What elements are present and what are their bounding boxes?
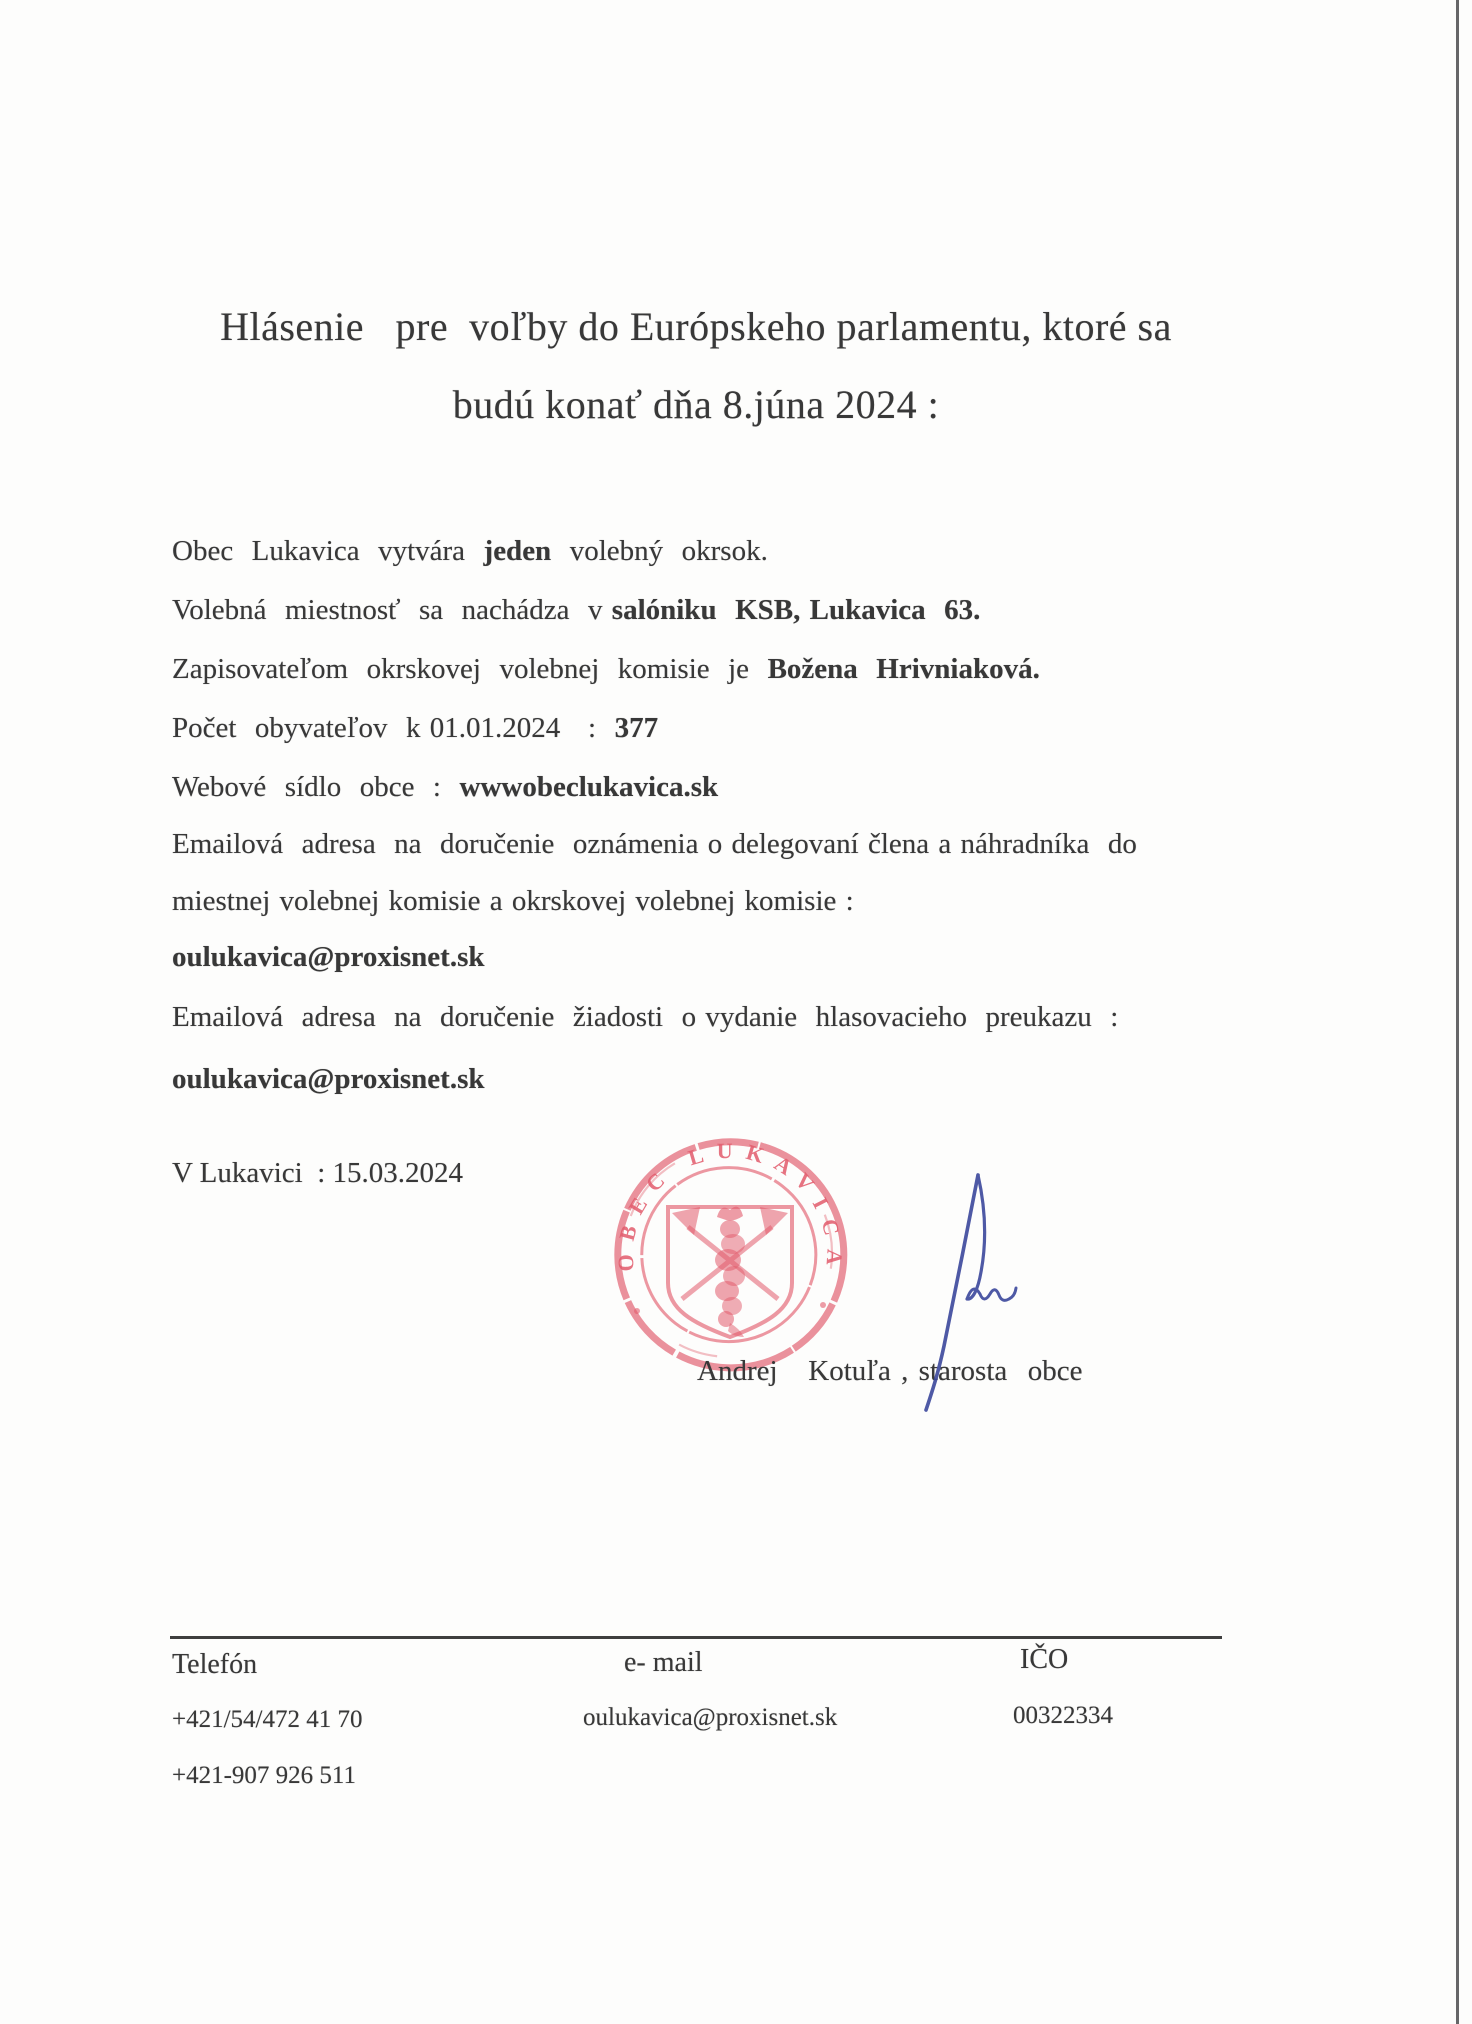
body-text: volebný okrsok.: [551, 535, 768, 567]
document-title-line2: budú konať dňa 8.júna 2024 :: [452, 382, 940, 427]
body-text-bold: oulukavica@proxisnet.sk: [172, 941, 485, 973]
body-text-bold: oulukavica@proxisnet.sk: [172, 1063, 485, 1095]
body-text: miestnej volebnej komisie a okrskovej volebnej komisie :: [172, 885, 854, 917]
body-text-bold: wwwobeclukavica.sk: [459, 771, 719, 803]
body-text: Počet obyvateľov k 01.01.2024 :: [172, 712, 615, 744]
body-text: Volebná miestnosť sa nachádza v: [172, 594, 612, 626]
stamp-graphic: [598, 1121, 862, 1385]
footer-divider: [170, 1636, 1222, 1639]
scan-edge-artifact: [1456, 0, 1459, 2024]
body-text: Emailová adresa na doručenie oznámenia o delegovaní člena a náhradníka do: [172, 828, 1137, 860]
footer-phone-label: Telefón: [172, 1649, 258, 1680]
official-stamp: [598, 1121, 862, 1385]
signature-strokes: [880, 1148, 1070, 1428]
body-text: Zapisovateľom okrskovej volebnej komisie je: [172, 653, 768, 685]
signature: [880, 1148, 1070, 1428]
body-line: [172, 594, 980, 627]
body-line: [172, 828, 1137, 861]
body-text-bold: Božena Hrivniaková.: [767, 653, 1040, 685]
body-line: [172, 653, 1040, 686]
body-text: Emailová adresa na doručenie žiadosti o vydanie hlasovacieho preukazu :: [172, 1001, 1119, 1033]
footer-ico: 00322334: [1013, 1702, 1113, 1729]
footer-phone1: +421/54/472 41 70: [172, 1706, 363, 1733]
body-text: Obec Lukavica vytvára: [172, 535, 484, 567]
body-line: [172, 771, 718, 804]
footer-email: oulukavica@proxisnet.sk: [583, 1704, 838, 1731]
body-text-bold: jeden: [483, 535, 552, 567]
body-text: Webové sídlo obce :: [172, 771, 460, 803]
body-text-bold: salóniku KSB, Lukavica 63.: [611, 594, 981, 626]
footer-phone2: +421-907 926 511: [172, 1762, 356, 1789]
place-date-line: V Lukavici : 15.03.2024: [172, 1157, 464, 1189]
signature-caption: Andrej Kotuľa , starosta obce: [697, 1355, 1083, 1387]
body-line: [172, 712, 658, 745]
body-line: [172, 1063, 485, 1096]
body-line: [172, 535, 768, 568]
footer-ico-label: IČO: [1020, 1644, 1069, 1675]
body-line: [172, 885, 854, 918]
document-title-line1: Hlásenie pre voľby do Európskeho parlamentu, ktoré sa: [220, 304, 1172, 349]
body-line: [172, 941, 485, 974]
body-line: [172, 1001, 1118, 1034]
body-text-bold: 377: [614, 712, 659, 744]
footer-email-label: e- mail: [624, 1647, 703, 1678]
stamp-arc-text: OBEC LUKAVICA: [612, 1138, 848, 1276]
